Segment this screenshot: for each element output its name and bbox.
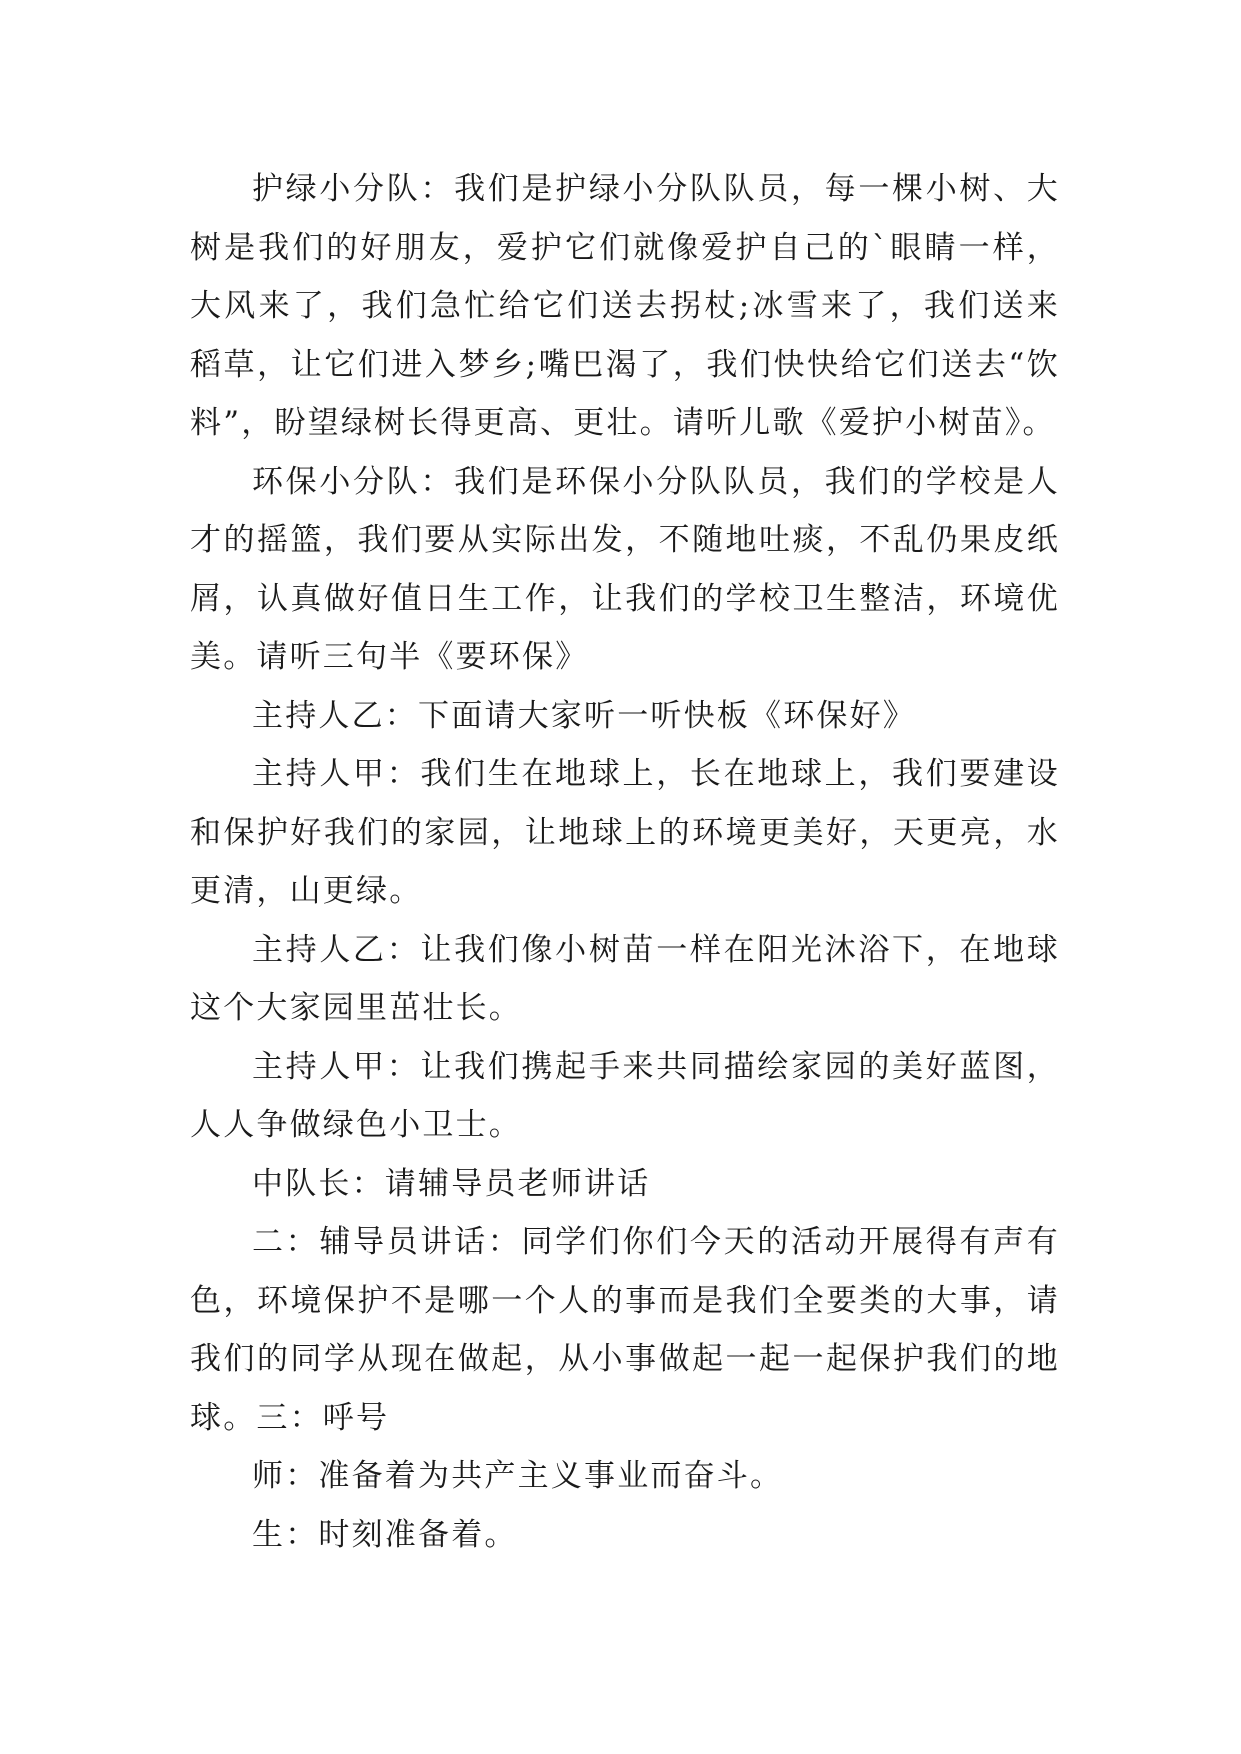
document-body	[190, 160, 1060, 1564]
paragraph-squadron-leader: 中队长：请辅导员老师讲话	[252, 1165, 651, 1202]
paragraph-host-a-1: 主持人甲：我们生在地球上，长在地球上，我们要建设和保护好我们的家园，让地球上的环境更美好，天更亮，水更清，山更绿。	[190, 756, 1060, 909]
paragraph-eco-team: 环保小分队：我们是环保小分队队员，我们的学校是人才的摇篮，我们要从实际出发，不随地吐痰，不乱仍果皮纸屑，认真做好值日生工作，让我们的学校卫生整洁，环境优美。请听三句半《要环保》	[190, 463, 1060, 675]
paragraph-host-b-2: 主持人乙：让我们像小树苗一样在阳光沐浴下，在地球这个大家园里茁壮长。	[190, 931, 1060, 1026]
paragraph-host-a-2: 主持人甲：让我们携起手来共同描绘家园的美好蓝图，人人争做绿色小卫士。	[190, 1048, 1060, 1143]
paragraph-student-response: 生：时刻准备着。	[252, 1516, 518, 1553]
paragraph-green-team: 护绿小分队：我们是护绿小分队队员，每一棵小树、大树是我们的好朋友，爱护它们就像爱护自己的`眼睛一样，大风来了，我们急忙给它们送去拐杖;冰雪来了，我们送来稻草，让它们进入梦乡;嘴巴渴了，我们快快给它们送去“饮料”，盼望绿树长得更高、更壮。请听儿歌《爱护小树苗》。	[190, 171, 1060, 441]
paragraph-counselor-speech: 二：辅导员讲话：同学们你们今天的活动开展得有声有色，环境保护不是哪一个人的事而是我们全要类的大事，请我们的同学从现在做起，从小事做起一起一起保护我们的地球。三：呼号	[190, 1224, 1060, 1436]
paragraph-teacher-call: 师：准备着为共产主义事业而奋斗。	[252, 1458, 784, 1494]
paragraph-host-b-1: 主持人乙：下面请大家听一听快板《环保好》	[252, 697, 916, 734]
